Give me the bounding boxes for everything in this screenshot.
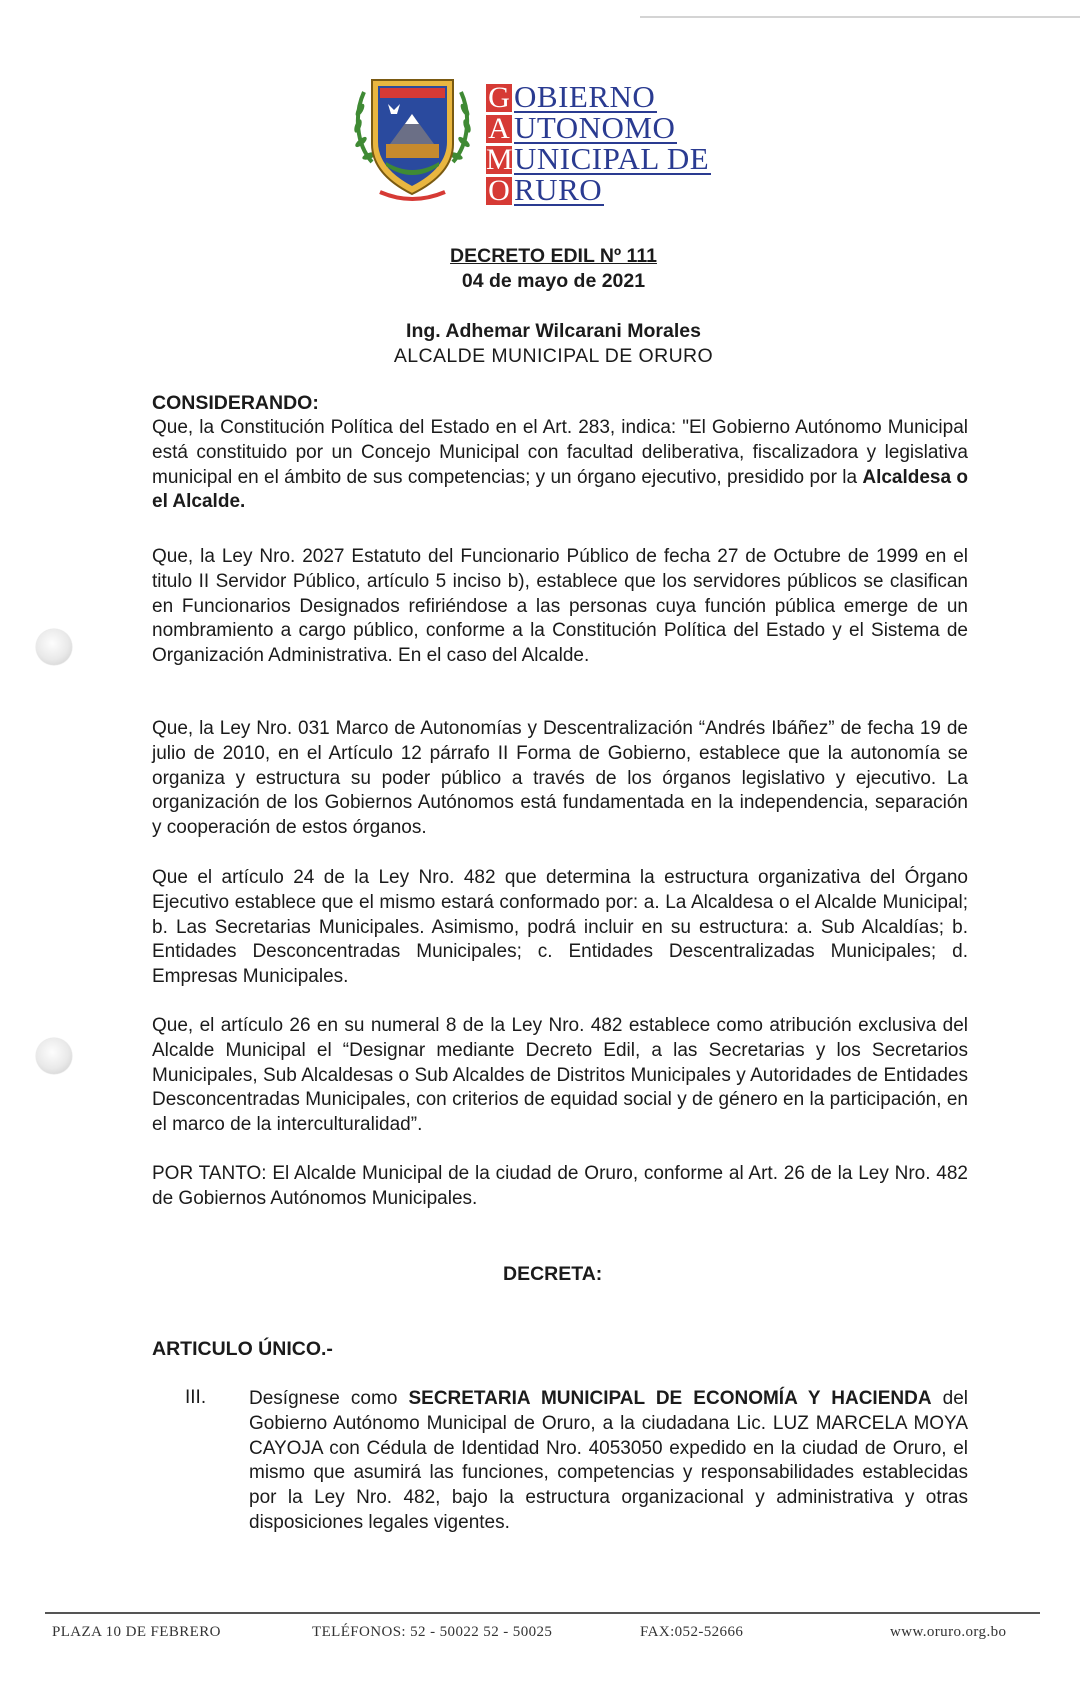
paragraph-constitution <box>152 416 968 515</box>
wordmark-initial: G <box>486 84 512 112</box>
wordmark <box>486 78 711 207</box>
punch-hole-upper <box>36 629 72 665</box>
paragraph-art-26 <box>152 1014 968 1138</box>
decree-date: 04 de mayo de 2021 <box>461 270 646 292</box>
wordmark-text: UNICIPAL DE <box>514 140 710 176</box>
wordmark-initial: M <box>486 142 513 176</box>
paragraph-por-tanto <box>152 1162 968 1212</box>
wordmark-initial: A <box>486 115 512 143</box>
paragraph-bold: Alcaldesa o el Alcalde. <box>152 466 968 513</box>
decreta-heading: DECRETA: <box>503 1263 603 1285</box>
municipality-logo <box>350 74 750 214</box>
footer-divider <box>45 1612 1040 1614</box>
coat-of-arms-icon <box>350 74 475 209</box>
paragraph-text: Que, el artículo 26 en su numeral 8 de la Ley Nro. 482 establece como atribución exclusiva del Alcalde Municipal el “Designar mediante Decreto Edil, a las Secretarias y los Secretarios Municipales, Sub Alcaldesas o Sub Alcaldes de Distritos Municipales y Autoridades de Entidades Desconcentradas Municipales, con criterios de equidad social y de género en la participación, en el marco de la interculturalidad”. <box>152 1015 968 1136</box>
wordmark-initial: O <box>486 177 512 205</box>
scan-top-line <box>640 16 1080 18</box>
paragraph-ley-2027 <box>152 545 968 669</box>
articulo-text-part: Desígnese como <box>249 1388 409 1409</box>
footer-website: www.oruro.org.bo <box>890 1624 1007 1640</box>
footer-address: PLAZA 10 DE FEBRERO <box>52 1624 221 1640</box>
articulo-heading: ARTICULO ÚNICO.- <box>152 1338 333 1360</box>
paragraph-text: Que, la Constitución Política del Estado en el Art. 283, indica: "El Gobierno Autónomo Municipal está constituido por un Concejo Municipal con facultad deliberativa, fiscalizadora y legislativa municipal en el ámbito de sus competencias; y un órgano ejecutivo, presidido por la <box>152 417 968 488</box>
articulo-bold: SECRETARIA MUNICIPAL DE ECONOMÍA Y HACIENDA <box>408 1388 932 1409</box>
articulo-text <box>249 1387 968 1536</box>
articulo-text-part: del Gobierno Autónomo Municipal de Oruro, a la ciudadana Lic. LUZ MARCELA MOYA CAYOJA con Cédula de Identidad Nro. 4053050 expedido en la ciudad de Oruro, el mismo que asumirá las funciones, competencias y responsabilidades establecidas por la Ley Nro. 482, bajo la estructura organizacional y administrativa y otras disposiciones legales vigentes. <box>249 1388 968 1533</box>
paragraph-text: Que el artículo 24 de la Ley Nro. 482 que determina la estructura organizativa del Órgano Ejecutivo establece que el mismo estará conformado por: a. La Alcaldesa o el Alcalde Municipal; b. Las Secretarias Municipales. Asimismo, podrá incluir en su estructura: a. Sub Alcaldías; b. Entidades Desconcentradas Municipales; c. Entidades Descentralizadas Municipales; d. Empresas Municipales. <box>152 867 968 988</box>
paragraph-art-24 <box>152 866 968 990</box>
wordmark-row <box>486 78 711 114</box>
wordmark-row <box>486 171 711 207</box>
paragraph-text: Que, la Ley Nro. 031 Marco de Autonomías y Descentralización “Andrés Ibáñez” de fecha 19 de julio de 2010, en el Artículo 12 párrafo II Forma de Gobierno, establece que la autonomía se organiza y estructura su poder público a través de los órganos legislativo y ejecutivo. La organización de los Gobiernos Autónomos está fundamentada en la independencia, separación y cooperación de estos órganos. <box>152 718 968 839</box>
footer-fax: FAX:052-52666 <box>640 1624 744 1640</box>
signer-name: Ing. Adhemar Wilcarani Morales <box>406 320 701 342</box>
wordmark-text: OBIERNO <box>514 78 656 114</box>
wordmark-text: UTONOMO <box>514 109 676 145</box>
paragraph-text: Que, la Ley Nro. 2027 Estatuto del Funcionario Público de fecha 27 de Octubre de 1999 en el titulo II Servidor Público, artículo 5 inciso b), establece que los servidores públicos se clasifican en Funcionarios Designados refiriéndose a las personas cuya función pública emerge de un nombramiento a cargo público, conforme a la Constitución Política del Estado y el Sistema de Organización Administrativa. En el caso del Alcalde. <box>152 546 968 667</box>
wordmark-row <box>486 140 711 176</box>
footer-phones: TELÉFONOS: 52 - 50022 52 - 50025 <box>312 1624 553 1640</box>
wordmark-text: RURO <box>514 171 603 207</box>
paragraph-text: POR TANTO: El Alcalde Municipal de la ciudad de Oruro, conforme al Art. 26 de la Ley Nro. 482 de Gobiernos Autónomos Municipales. <box>152 1163 968 1209</box>
signer-role: ALCALDE MUNICIPAL DE ORURO <box>393 345 714 367</box>
articulo-number: III. <box>185 1387 207 1408</box>
considerando-heading: CONSIDERANDO: <box>152 392 319 414</box>
punch-hole-lower <box>36 1038 72 1074</box>
decree-title: DECRETO EDIL Nº 111 <box>450 245 657 267</box>
wordmark-row <box>486 109 711 145</box>
paragraph-ley-031 <box>152 717 968 841</box>
